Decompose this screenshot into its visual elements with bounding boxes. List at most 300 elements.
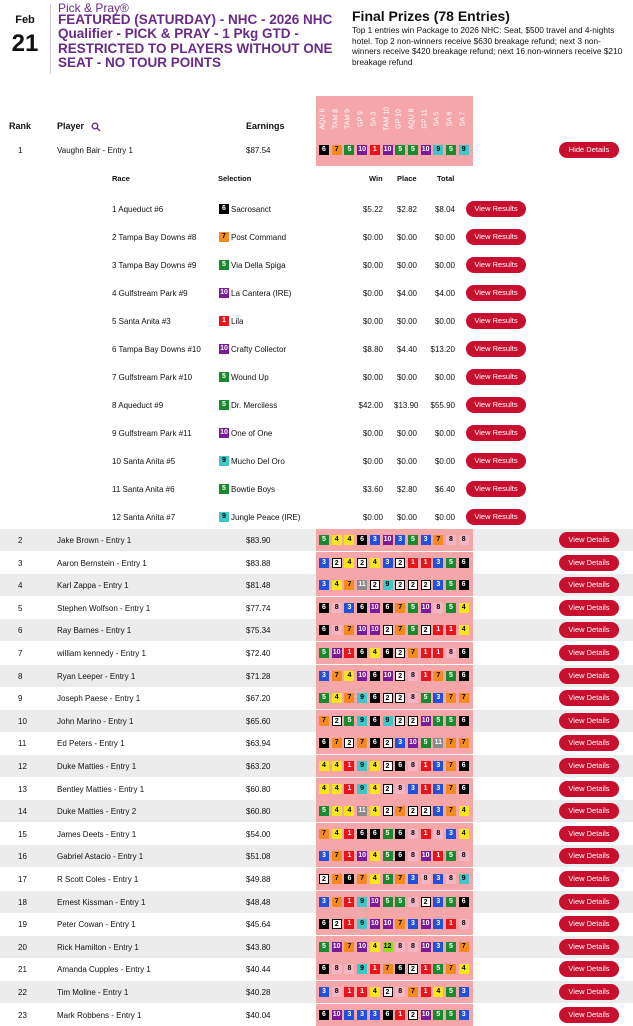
pick-cell: 1 — [433, 648, 443, 658]
pick-cell: 5 — [383, 829, 393, 839]
standing-row — [0, 1004, 633, 1026]
pick-cell: 8 — [408, 693, 418, 703]
selection-horse: Sacrosanct — [231, 205, 272, 214]
pick-cell: 5 — [446, 580, 456, 590]
pick-cell: 7 — [319, 716, 329, 726]
pick-cell: 4 — [459, 964, 469, 974]
pick-cell: 10 — [358, 942, 366, 950]
pick-cell: 3 — [433, 874, 443, 884]
pick-cell: 3 — [370, 1010, 380, 1020]
standing-row — [0, 958, 633, 980]
pick-cell: 7 — [319, 829, 329, 839]
pick-cell: 9 — [433, 145, 443, 155]
pick-cell: 8 — [446, 535, 456, 545]
prizes-title: Final Prizes (78 Entries) — [352, 8, 510, 24]
pick-cell: 1 — [344, 897, 354, 907]
pick-cell: 2 — [332, 716, 342, 726]
standing-row — [0, 619, 633, 641]
earnings-value: $63.20 — [246, 762, 271, 771]
details-place: $0.00 — [396, 261, 417, 270]
pick-cell: 6 — [319, 738, 329, 748]
selection-number: 6 — [219, 204, 229, 214]
pick-cell: 1 — [433, 851, 443, 861]
pick-cell: 8 — [408, 761, 418, 771]
pick-cell: 4 — [344, 671, 354, 681]
pick-cell: 4 — [370, 942, 380, 952]
view-results-button[interactable]: View Results — [466, 285, 526, 301]
race-label-text: TAM 10 — [383, 107, 390, 131]
pick-cell: 6 — [459, 897, 469, 907]
pick-cell: 3 — [421, 535, 431, 545]
pick-cell: 3 — [395, 535, 405, 545]
standing-row — [0, 936, 633, 958]
pick-cell: 6 — [395, 761, 405, 771]
details-total: $0.00 — [434, 373, 455, 382]
details-place: $0.00 — [396, 317, 417, 326]
view-details-button[interactable]: View Details — [559, 735, 619, 751]
pick-cell: 10 — [370, 897, 379, 905]
pick-cell: 4 — [370, 874, 380, 884]
pick-cell: 6 — [383, 603, 393, 613]
pick-cell: 1 — [433, 625, 443, 635]
earnings-value: $65.60 — [246, 716, 271, 726]
view-details-button[interactable]: View Details — [559, 894, 619, 910]
details-win: $8.80 — [362, 345, 383, 354]
standing-row — [0, 891, 633, 913]
player-name: James Deets - Entry 1 — [57, 829, 137, 839]
pick-cell: 5 — [395, 897, 405, 907]
pick-cell: 8 — [395, 784, 405, 794]
pick-cell: 7 — [446, 806, 456, 816]
rank-value: 11 — [18, 739, 27, 749]
pick-cell: 1 — [344, 987, 354, 997]
player-name: Stephen Wolfson - Entry 1 — [57, 603, 151, 613]
search-icon[interactable] — [91, 119, 101, 137]
race-label-text: GP 9 — [357, 111, 365, 127]
pick-cell: 4 — [370, 987, 380, 997]
pick-cell: 10 — [421, 942, 430, 950]
race-label — [394, 98, 404, 140]
pick-cell: 9 — [383, 580, 393, 590]
view-details-button[interactable]: View Details — [559, 690, 619, 706]
standing-row — [0, 687, 633, 709]
contest-date — [0, 14, 50, 58]
race-label — [420, 98, 430, 140]
pick-cell: 10 — [421, 716, 430, 724]
player-name: Rick Hamilton - Entry 1 — [57, 942, 139, 952]
selection-number: 5 — [219, 260, 229, 270]
details-place: $13.90 — [394, 401, 419, 410]
pick-cell: 6 — [357, 535, 367, 545]
pick-cell: 8 — [408, 851, 418, 861]
view-results-button[interactable]: View Results — [466, 201, 526, 217]
earnings-value: $83.90 — [246, 536, 271, 545]
view-details-button[interactable]: View Details — [559, 781, 619, 797]
rank-value: 21 — [18, 965, 27, 975]
pick-cell: 7 — [408, 987, 418, 997]
view-results-button[interactable]: View Results — [466, 313, 526, 329]
player-name: R Scott Coles - Entry 1 — [57, 875, 139, 884]
race-label — [356, 98, 366, 140]
pick-cell: 5 — [446, 671, 456, 681]
pick-cell: 5 — [446, 558, 456, 568]
pick-cell: 4 — [332, 784, 342, 794]
earnings-value: $40.28 — [246, 988, 271, 997]
view-details-button[interactable]: View Details — [559, 939, 619, 955]
player-name: Gabriel Astacio - Entry 1 — [57, 852, 144, 862]
pick-cell: 3 — [433, 919, 443, 929]
pick-cell: 5 — [446, 987, 456, 997]
race-label-text: GP 11 — [421, 109, 429, 129]
pick-cell: 10 — [358, 671, 366, 679]
player-name: Peter Cowan - Entry 1 — [57, 920, 136, 930]
pick-cell: 10 — [358, 852, 366, 860]
pick-cell: 7 — [446, 693, 456, 703]
standing-row — [0, 800, 633, 822]
details-race: 2 Tampa Bay Downs #8 — [112, 233, 197, 242]
selection-horse: Dr. Merciless — [231, 401, 278, 410]
pick-cell: 3 — [395, 738, 405, 748]
details-place-header: Place — [397, 174, 417, 183]
rank-value: 3 — [18, 558, 23, 568]
pick-cell: 8 — [446, 648, 456, 658]
pick-cell: 5 — [446, 851, 456, 861]
view-details-button[interactable]: View Details — [559, 713, 619, 729]
details-win: $0.00 — [362, 429, 383, 438]
selection-horse: Wound Up — [231, 373, 269, 382]
pick-cell: 3 — [319, 558, 329, 568]
pick-cell: 3 — [408, 784, 418, 794]
selection-number: 1 — [219, 316, 229, 326]
pick-cell: 3 — [408, 919, 418, 929]
standing-row — [0, 597, 633, 619]
pick-cell: 10 — [332, 649, 341, 656]
pick-cell: 7 — [332, 145, 342, 155]
details-race: 9 Gulfstream Park #11 — [112, 429, 192, 438]
pick-cell: 1 — [421, 648, 431, 658]
pick-cell: 8 — [421, 874, 431, 884]
pick-cell: 4 — [370, 851, 380, 861]
selection-number: 5 — [219, 400, 229, 410]
pick-cell: 7 — [344, 693, 354, 703]
details-total: $0.00 — [434, 429, 455, 438]
rank-value: 23 — [18, 1010, 27, 1020]
standing-row — [0, 642, 633, 664]
standing-row-leader — [0, 139, 633, 161]
pick-cell: 1 — [408, 558, 418, 568]
view-results-button[interactable]: View Results — [466, 257, 526, 273]
view-details-button[interactable]: View Details — [559, 668, 619, 684]
view-details-button[interactable]: View Details — [559, 961, 619, 977]
pick-cell: 3 — [383, 558, 393, 568]
pick-cell: 7 — [459, 693, 469, 703]
rank-value: 6 — [18, 626, 23, 636]
pick-cell: 5 — [433, 716, 443, 726]
pick-cell: 4 — [344, 535, 354, 545]
pick-cell: 10 — [383, 920, 392, 928]
pick-cell: 3 — [433, 784, 443, 794]
standing-row — [0, 552, 633, 574]
view-details-button[interactable]: View Details — [559, 826, 619, 842]
details-total: $4.00 — [434, 289, 455, 298]
pick-cell: 3 — [344, 1010, 354, 1020]
pick-cell: 6 — [383, 1010, 393, 1020]
details-total: $0.00 — [434, 233, 455, 242]
pick-cell: 2 — [421, 806, 431, 816]
pick-cell: 4 — [459, 603, 469, 613]
pick-cell: 1 — [421, 761, 431, 771]
details-total: $13.20 — [430, 345, 455, 354]
pick-cell: 10 — [421, 1010, 430, 1018]
pick-cell: 2 — [395, 671, 405, 681]
earnings-value: $72.40 — [246, 649, 271, 658]
pick-cell: 10 — [358, 626, 366, 634]
pick-cell: 7 — [332, 874, 342, 884]
pick-cell: 5 — [421, 738, 431, 748]
player-name: Jake Brown - Entry 1 — [57, 536, 132, 545]
view-results-button[interactable]: View Results — [466, 369, 526, 385]
details-race: 6 Tampa Bay Downs #10 — [112, 345, 201, 354]
pick-cell: 5 — [408, 535, 418, 545]
pick-cell: 5 — [319, 942, 329, 952]
pick-cell: 6 — [395, 829, 405, 839]
view-details-button[interactable]: View Details — [559, 1007, 619, 1023]
details-place: $0.00 — [396, 513, 417, 522]
pick-cell: 4 — [344, 806, 354, 816]
pick-cell: 10 — [332, 1010, 341, 1018]
rank-value: 13 — [18, 784, 27, 794]
race-label-text: SA 7 — [459, 111, 467, 127]
details-race: 1 Aqueduct #6 — [112, 205, 164, 214]
standing-row — [0, 529, 633, 551]
view-details-button[interactable]: View Details — [559, 532, 619, 548]
details-race: 3 Tampa Bay Downs #9 — [112, 261, 197, 270]
pick-cell: 2 — [383, 693, 393, 703]
player-name: Vaughn Bair - Entry 1 — [57, 146, 133, 155]
selection-horse: Crafty Collector — [231, 345, 287, 354]
pick-cell: 1 — [344, 851, 354, 861]
view-details-button[interactable]: View Details — [559, 984, 619, 1000]
earnings-header: Earnings — [246, 121, 285, 131]
details-selection-header: Selection — [218, 174, 252, 183]
rank-value: 9 — [18, 694, 23, 704]
rank-value: 16 — [18, 852, 27, 862]
pick-cell: 6 — [319, 625, 329, 635]
pick-cell: 3 — [433, 558, 443, 568]
view-results-button[interactable]: View Results — [466, 229, 526, 245]
pick-cell: 11 — [434, 739, 442, 747]
player-name: Ed Peters - Entry 1 — [57, 739, 125, 749]
pick-cell: 3 — [433, 942, 443, 952]
pick-cell: 3 — [319, 897, 329, 907]
pick-cell: 9 — [459, 145, 469, 155]
pick-cell: 6 — [357, 603, 367, 613]
details-total: $0.00 — [434, 513, 455, 522]
view-details-button[interactable]: View Details — [559, 916, 619, 932]
player-name: Duke Matties - Entry 1 — [57, 762, 137, 771]
pick-cell: 10 — [383, 671, 392, 679]
details-win: $0.00 — [362, 261, 383, 270]
pick-cell: 9 — [357, 761, 367, 771]
pick-cell: 6 — [459, 580, 469, 590]
details-total: $0.00 — [434, 261, 455, 270]
view-details-button[interactable]: View Details — [559, 848, 619, 864]
pick-cell: 4 — [332, 693, 342, 703]
earnings-value: $75.34 — [246, 626, 271, 636]
view-results-button[interactable]: View Results — [466, 341, 526, 357]
pick-cell: 2 — [421, 897, 431, 907]
pick-cell: 6 — [459, 784, 469, 794]
pick-cell: 6 — [319, 603, 329, 613]
view-details-button[interactable]: View Details — [559, 758, 619, 774]
contest-header — [0, 0, 633, 80]
rank-header: Rank — [9, 121, 32, 131]
details-win: $0.00 — [362, 373, 383, 382]
pick-cell: 9 — [357, 919, 367, 929]
standing-row — [0, 778, 633, 800]
pick-cell: 5 — [383, 874, 393, 884]
details-place: $0.00 — [396, 373, 417, 382]
details-total: $55.90 — [430, 401, 455, 410]
pick-cell: 7 — [446, 784, 456, 794]
selection-number: 7 — [219, 232, 229, 242]
pick-cell: 8 — [408, 671, 418, 681]
standing-row — [0, 913, 633, 935]
pick-cell: 4 — [332, 535, 342, 545]
pick-cell: 7 — [344, 625, 354, 635]
selection-number: 10 — [220, 345, 228, 352]
pick-cell: 3 — [344, 603, 354, 613]
pick-cell: 2 — [408, 1010, 418, 1020]
details-total: $8.04 — [434, 205, 455, 214]
pick-cell: 8 — [332, 987, 342, 997]
standing-row — [0, 981, 633, 1003]
pick-cell: 10 — [358, 146, 366, 153]
pick-cell: 4 — [370, 806, 380, 816]
details-win: $0.00 — [362, 457, 383, 466]
view-results-button[interactable]: View Results — [466, 453, 526, 469]
details-race: 4 Gulfstream Park #9 — [112, 289, 188, 298]
race-label — [382, 98, 392, 140]
details-total: $0.00 — [434, 317, 455, 326]
details-race: 8 Aqueduct #9 — [112, 401, 164, 410]
view-details-button[interactable]: View Details — [559, 577, 619, 593]
view-results-button[interactable]: View Results — [466, 509, 526, 525]
details-place: $2.80 — [396, 485, 417, 494]
race-label — [458, 98, 468, 140]
pick-cell: 2 — [395, 580, 405, 590]
details-win: $0.00 — [362, 317, 383, 326]
pick-cell: 2 — [395, 693, 405, 703]
pick-cell: 1 — [421, 987, 431, 997]
pick-cell: 5 — [319, 535, 329, 545]
selection-horse: One of One — [231, 429, 273, 438]
details-total-header: Total — [437, 174, 455, 183]
pick-cell: 2 — [357, 558, 367, 568]
race-label-text: AQU 8 — [408, 108, 416, 130]
pick-cell: 7 — [459, 738, 469, 748]
pick-cell: 5 — [408, 145, 418, 155]
pick-cell: 8 — [408, 829, 418, 839]
date-month: Feb — [15, 14, 35, 26]
pick-cell: 2 — [383, 784, 393, 794]
details-win: $0.00 — [362, 513, 383, 522]
pick-cell: 7 — [408, 648, 418, 658]
pick-cell: 6 — [357, 648, 367, 658]
pick-cell: 2 — [383, 806, 393, 816]
pick-cell: 3 — [459, 987, 469, 997]
selection-number: 10 — [220, 429, 228, 436]
player-name: John Marino - Entry 1 — [57, 716, 134, 726]
pick-cell: 7 — [344, 942, 354, 952]
pick-cell: 5 — [433, 964, 443, 974]
view-details-button[interactable]: View Details — [559, 871, 619, 887]
earnings-value: $60.80 — [246, 784, 271, 794]
selection-horse: Post Command — [231, 233, 287, 242]
hide-details-button[interactable]: Hide Details — [559, 142, 619, 158]
standing-row — [0, 574, 633, 596]
view-details-button[interactable]: View Details — [559, 555, 619, 571]
view-details-button[interactable]: View Details — [559, 645, 619, 661]
view-details-button[interactable]: View Details — [559, 803, 619, 819]
pick-cell: 4 — [332, 829, 342, 839]
details-place: $0.00 — [396, 233, 417, 242]
rank-value: 17 — [18, 875, 27, 884]
pick-cell: 10 — [370, 626, 379, 634]
details-place: $4.40 — [396, 345, 417, 354]
selection-horse: Bowtie Boys — [231, 485, 276, 494]
earnings-value: $54.00 — [246, 829, 271, 839]
selection-horse: Mucho Del Oro — [231, 457, 285, 466]
rank-value: 5 — [18, 603, 23, 613]
selection-number: 9 — [219, 512, 229, 522]
view-results-button[interactable]: View Results — [466, 481, 526, 497]
rank-value: 4 — [18, 581, 23, 591]
details-total: $6.40 — [434, 485, 455, 494]
pick-cell: 6 — [357, 829, 367, 839]
pick-cell: 3 — [433, 580, 443, 590]
pick-cell: 2 — [383, 987, 393, 997]
pick-cell: 7 — [332, 671, 342, 681]
pick-cell: 8 — [332, 603, 342, 613]
pick-cell: 6 — [383, 648, 393, 658]
view-details-button[interactable]: View Details — [559, 600, 619, 616]
details-race: 12 Santa Anita #7 — [112, 513, 176, 522]
pick-cell: 1 — [446, 919, 456, 929]
details-race: 7 Gulfstream Park #10 — [112, 373, 193, 382]
details-win-header: Win — [369, 174, 383, 183]
view-results-button[interactable]: View Results — [466, 425, 526, 441]
player-name: Duke Matties - Entry 2 — [57, 807, 137, 817]
pick-cell: 4 — [319, 761, 329, 771]
pick-cell: 4 — [332, 806, 342, 816]
standing-row — [0, 732, 633, 754]
pick-cell: 2 — [395, 558, 405, 568]
view-details-button[interactable]: View Details — [559, 622, 619, 638]
rank-value: 18 — [18, 897, 27, 907]
pick-cell: 10 — [383, 536, 392, 543]
pick-cell: 3 — [319, 987, 329, 997]
pick-cell: 8 — [344, 964, 354, 974]
earnings-value: $63.94 — [246, 739, 271, 749]
pick-cell: 1 — [421, 964, 431, 974]
player-name: Joseph Paese - Entry 1 — [57, 694, 141, 704]
view-results-button[interactable]: View Results — [466, 397, 526, 413]
pick-cell: 6 — [319, 964, 329, 974]
pick-cell: 10 — [370, 603, 379, 611]
pick-cell: 1 — [344, 919, 354, 929]
selection-number: 9 — [219, 456, 229, 466]
